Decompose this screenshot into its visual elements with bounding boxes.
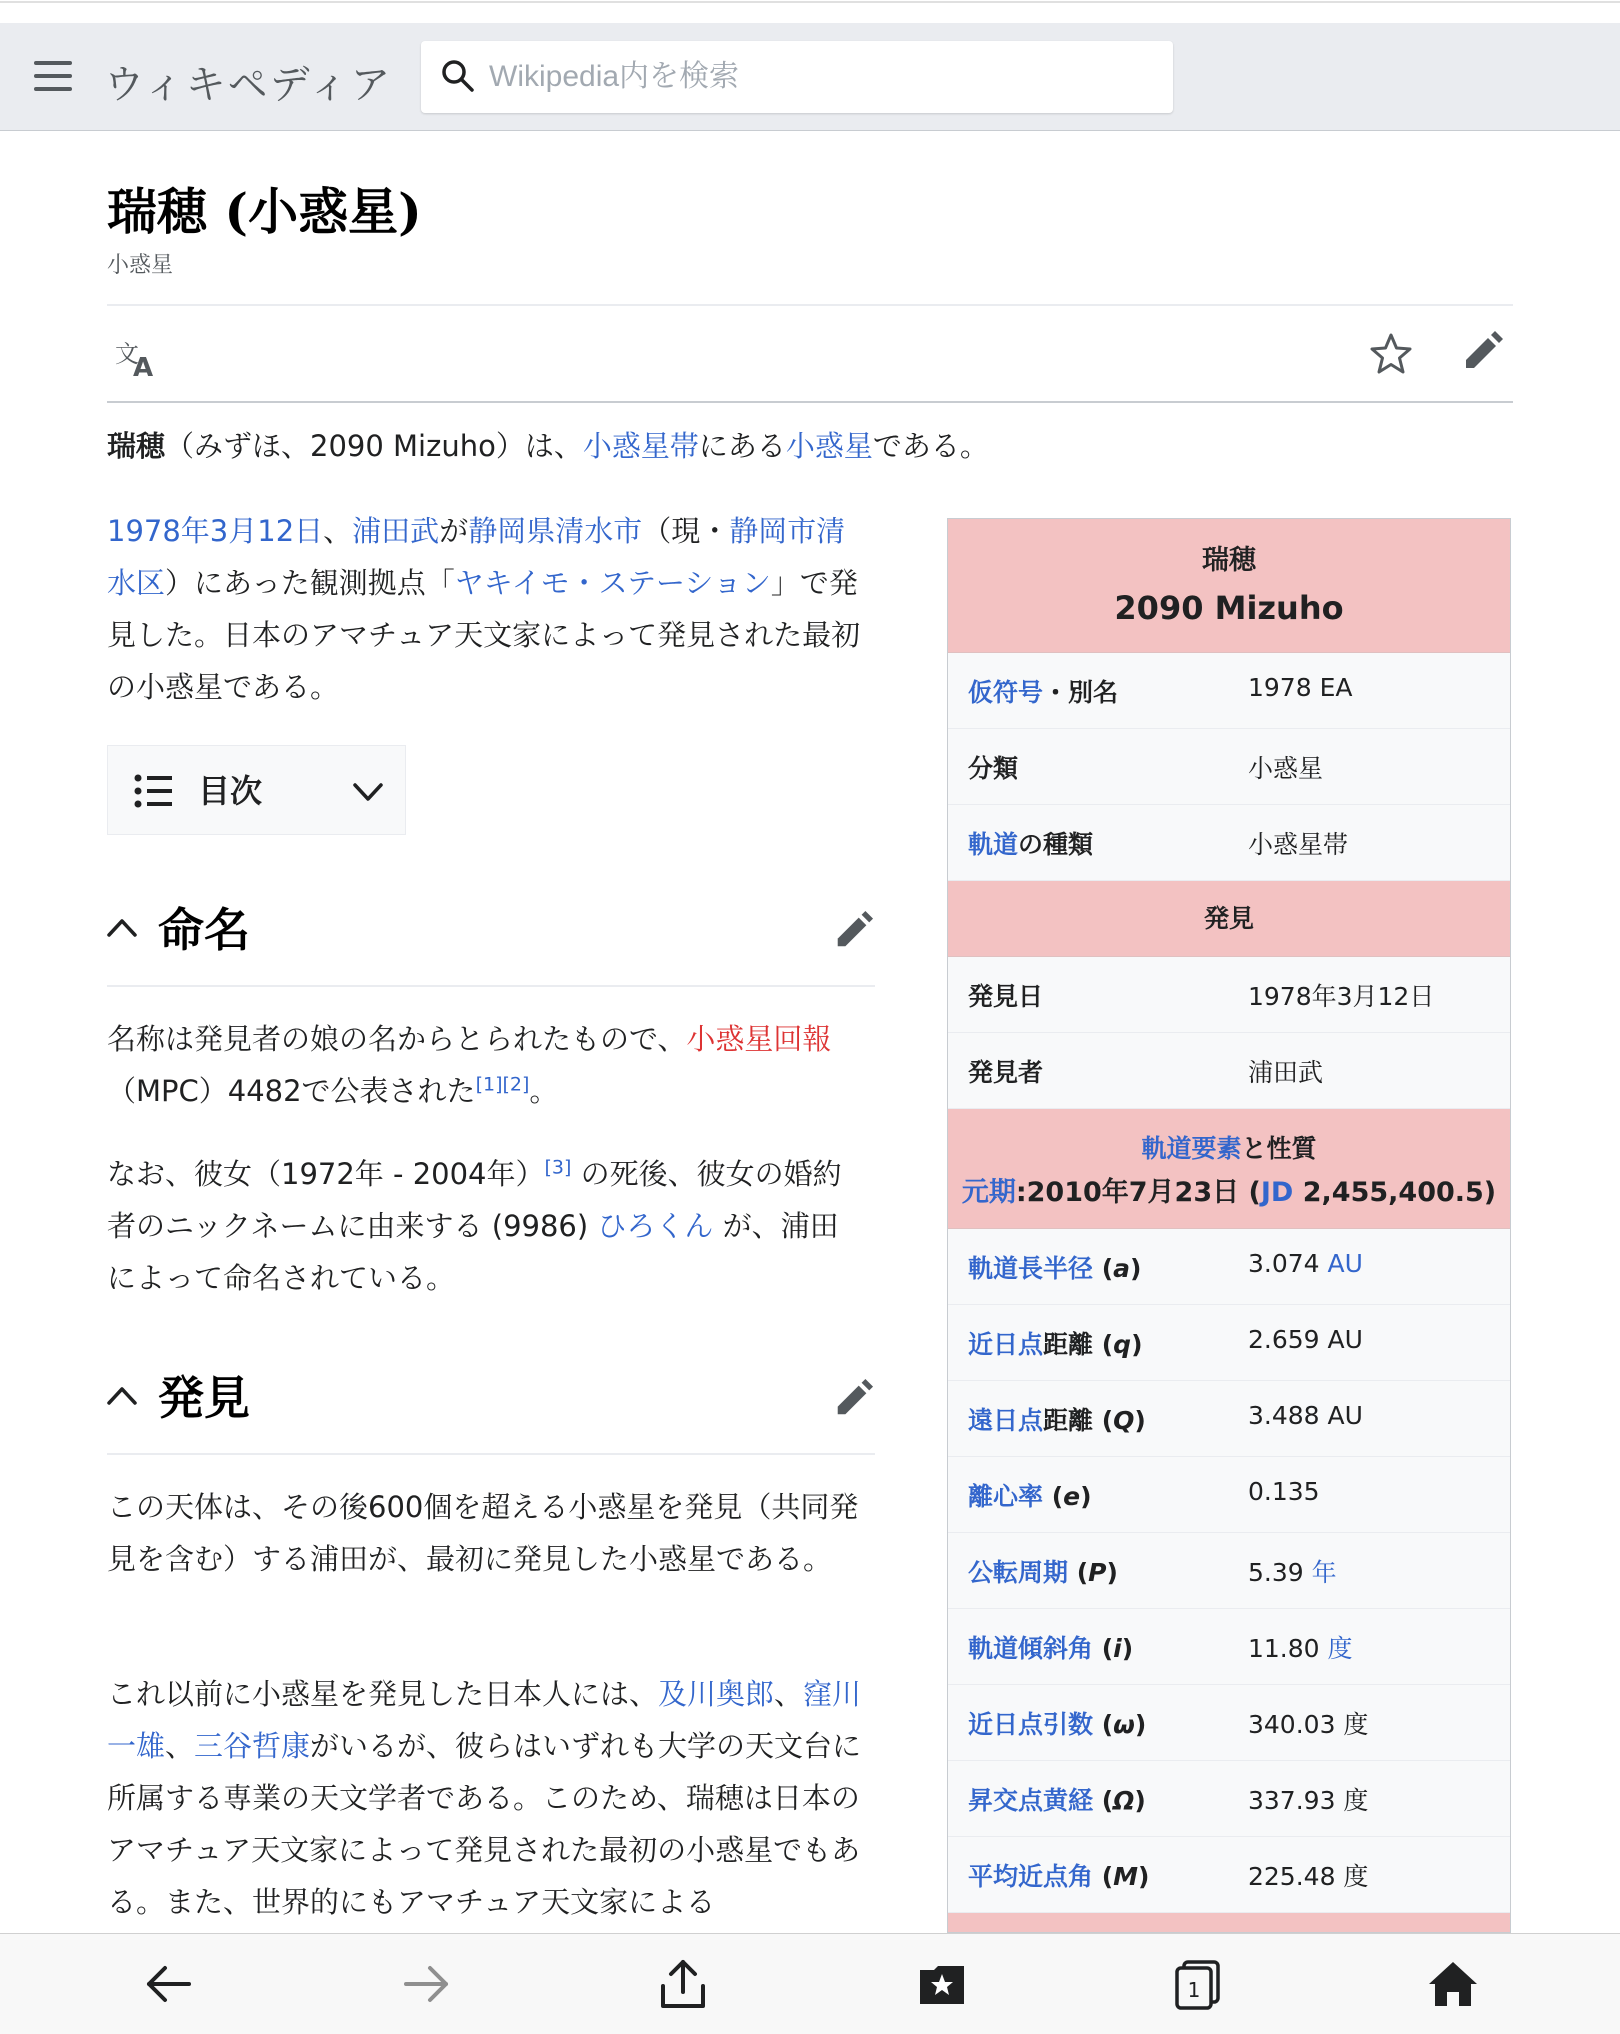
link-discoverer[interactable]: 浦田武 bbox=[1248, 1058, 1324, 1087]
link-orbital-element[interactable]: 軌道長半径 bbox=[968, 1254, 1094, 1283]
discovery-paragraph-2 bbox=[107, 1668, 867, 1928]
link-orbital-element[interactable]: 遠日点 bbox=[968, 1406, 1044, 1435]
text: の死後、彼女の婚約者のニックネームに由来する (9986) bbox=[107, 1157, 842, 1243]
link-yakiimo-station[interactable]: ヤキイモ・ステーション bbox=[454, 566, 771, 600]
infobox-row-orbital-element bbox=[948, 1609, 1510, 1685]
link-orbital-element[interactable]: 近日点 bbox=[968, 1330, 1044, 1359]
infobox-row-orbital-element bbox=[948, 1305, 1510, 1381]
infobox-row-orbital-element bbox=[948, 1229, 1510, 1305]
infobox-row-discoverer bbox=[948, 1033, 1510, 1109]
value-text: 337.93 度 bbox=[1248, 1786, 1369, 1815]
value-text: 2.659 AU bbox=[1248, 1325, 1363, 1354]
link-orbital-element[interactable]: 軌道傾斜角 bbox=[968, 1634, 1094, 1663]
value-text: 3.074 bbox=[1248, 1249, 1328, 1278]
infobox-value bbox=[1248, 1477, 1320, 1506]
link-discovery-date[interactable]: 1978年3月12日 bbox=[1248, 982, 1435, 1011]
link-shimizu-city[interactable]: 静岡県清水市 bbox=[468, 514, 643, 548]
discovery-intro-paragraph bbox=[107, 505, 867, 713]
link-shimizu-ku[interactable]: 静岡市清水区 bbox=[107, 514, 846, 600]
link-orbital-element[interactable]: 近日点引数 bbox=[968, 1710, 1094, 1739]
forward-icon[interactable] bbox=[398, 1956, 454, 2012]
header-text: と性質 bbox=[1241, 1134, 1317, 1163]
link-orbital-element[interactable]: 昇交点黄経 bbox=[968, 1786, 1094, 1815]
text: 。 bbox=[529, 1074, 559, 1108]
symbol: a bbox=[1113, 1254, 1131, 1283]
infobox-next-header-cutoff bbox=[948, 1913, 1510, 1933]
label-text: ) bbox=[1080, 1482, 1092, 1511]
infobox-discovery-header: 発見 bbox=[948, 881, 1510, 957]
browser-toolbar bbox=[0, 1933, 1620, 2034]
label-text: ) bbox=[1134, 1786, 1146, 1815]
symbol: e bbox=[1063, 1482, 1081, 1511]
label-text: ( bbox=[1093, 1634, 1114, 1663]
infobox-row-orbital-element bbox=[948, 1837, 1510, 1913]
bookmarks-icon[interactable] bbox=[914, 1956, 970, 2012]
infobox-value bbox=[1248, 1401, 1363, 1430]
link-unit[interactable]: 年 bbox=[1311, 1558, 1337, 1587]
header-text: 2,455,400.5) bbox=[1293, 1177, 1497, 1208]
infobox-name-en: 2090 Mizuho bbox=[1114, 589, 1344, 627]
link-orbit-type-belt[interactable]: 小惑星帯 bbox=[1248, 830, 1349, 859]
symbol: q bbox=[1113, 1330, 1132, 1359]
reference-1[interactable]: [1] bbox=[475, 1073, 503, 1096]
link-unit[interactable]: AU bbox=[1327, 1249, 1363, 1278]
link-epoch[interactable]: 元期 bbox=[961, 1177, 1016, 1208]
text: （現・ bbox=[642, 514, 730, 548]
value-text: 11.80 bbox=[1248, 1634, 1328, 1663]
top-edge bbox=[0, 0, 1620, 3]
text: これ以前に小惑星を発見した日本人には、 bbox=[107, 1677, 659, 1711]
table-of-contents-toggle[interactable] bbox=[107, 745, 406, 835]
text: が bbox=[439, 514, 469, 548]
tools-divider bbox=[107, 401, 1513, 403]
value-text: 340.03 度 bbox=[1248, 1710, 1369, 1739]
label-text: ( bbox=[1093, 1254, 1114, 1283]
label-text: ) bbox=[1134, 1710, 1147, 1739]
value-text: 225.48 度 bbox=[1248, 1862, 1369, 1891]
label-text: ) bbox=[1130, 1254, 1142, 1283]
infobox-label: 発見日 bbox=[968, 982, 1044, 1011]
infobox-name-ja: 瑞穂 bbox=[1202, 545, 1256, 576]
infobox-label bbox=[968, 1705, 1146, 1741]
infobox-orbit-rows bbox=[948, 1229, 1510, 1913]
chevron-up-icon[interactable] bbox=[106, 912, 138, 944]
link-unit[interactable]: 度 bbox=[1327, 1634, 1353, 1663]
infobox-label bbox=[968, 825, 1093, 861]
site-logo[interactable]: ウィキペディア bbox=[104, 62, 393, 108]
symbol: Ω bbox=[1113, 1786, 1135, 1815]
text: 」で発見した。日本のアマチュア天文家によって発見された最初の小惑星である。 bbox=[107, 566, 861, 704]
section-edit-pencil-icon[interactable] bbox=[832, 1378, 874, 1420]
infobox-row-discovery-date bbox=[948, 957, 1510, 1033]
label-text: ) bbox=[1131, 1330, 1143, 1359]
link-kubokawa[interactable]: 窪川一雄 bbox=[107, 1677, 862, 1763]
section-title-naming: 命名 bbox=[158, 903, 250, 957]
value-text: 0.135 bbox=[1248, 1477, 1320, 1506]
link-orbital-element[interactable]: 平均近点角 bbox=[968, 1862, 1094, 1891]
link-orbital-element[interactable]: 公転周期 bbox=[968, 1558, 1069, 1587]
tabs-icon[interactable] bbox=[1170, 1956, 1226, 2012]
infobox-label bbox=[968, 1629, 1133, 1665]
infobox-value: 1978 EA bbox=[1248, 673, 1353, 702]
label-text: ( bbox=[1068, 1558, 1089, 1587]
infobox-label bbox=[968, 1857, 1149, 1893]
page-title: 瑞穂 (小惑星) bbox=[107, 182, 422, 241]
value-text: 5.39 bbox=[1248, 1558, 1312, 1587]
edit-pencil-icon[interactable] bbox=[1460, 330, 1504, 374]
discovery-paragraph-1: この天体は、その後600個を超える小惑星を発見（共同発見を含む）する浦田が、最初に発見した小惑星である。 bbox=[107, 1490, 859, 1576]
infobox-label bbox=[968, 1325, 1143, 1361]
infobox-row-orbital-element bbox=[948, 1533, 1510, 1609]
infobox-label bbox=[968, 1249, 1141, 1285]
infobox-value bbox=[1248, 1857, 1368, 1893]
symbol: P bbox=[1088, 1558, 1107, 1587]
infobox-row-orbit-type bbox=[948, 805, 1510, 881]
search-icon bbox=[441, 59, 475, 93]
infobox-row-orbital-element bbox=[948, 1381, 1510, 1457]
svg-text:文: 文 bbox=[115, 340, 139, 368]
lead-text: である。 bbox=[872, 429, 989, 463]
symbol: ω bbox=[1113, 1710, 1135, 1739]
infobox-orbit-header bbox=[948, 1109, 1510, 1229]
section-divider bbox=[107, 985, 875, 987]
naming-paragraph-1 bbox=[107, 1013, 867, 1117]
text: 、 bbox=[323, 514, 353, 548]
value-text: 3.488 AU bbox=[1248, 1401, 1363, 1430]
infobox-row-orbital-element bbox=[948, 1761, 1510, 1837]
infobox-row-orbital-element bbox=[948, 1457, 1510, 1533]
infobox-value bbox=[1248, 1705, 1368, 1741]
infobox-row-designation bbox=[948, 653, 1510, 729]
link-urata[interactable]: 浦田武 bbox=[352, 514, 440, 548]
link-mitani[interactable]: 三谷哲康 bbox=[194, 1729, 311, 1763]
list-icon bbox=[134, 774, 172, 808]
infobox-label bbox=[968, 1401, 1146, 1437]
lead-text: （みずほ、2090 Mizuho）は、 bbox=[165, 429, 583, 463]
link-orbital-elements[interactable]: 軌道要素 bbox=[1141, 1134, 1242, 1163]
link-hirokun[interactable]: ひろくん bbox=[597, 1209, 714, 1243]
watch-star-icon[interactable] bbox=[1367, 330, 1415, 378]
label-text: ・別名 bbox=[1043, 678, 1119, 707]
search-input[interactable] bbox=[489, 41, 1149, 113]
infobox-label bbox=[968, 1781, 1146, 1817]
header-text: :2010年7月23日 ( bbox=[1015, 1177, 1261, 1208]
label-text: 距離 ( bbox=[1043, 1406, 1114, 1435]
infobox-title bbox=[948, 519, 1510, 653]
section-divider bbox=[107, 1453, 875, 1455]
title-divider bbox=[107, 304, 1513, 306]
toc-label: 目次 bbox=[198, 772, 263, 810]
label-text: ( bbox=[1093, 1710, 1114, 1739]
link-orbital-element[interactable]: 離心率 bbox=[968, 1482, 1044, 1511]
back-icon[interactable] bbox=[141, 1956, 197, 2012]
section-title-discovery: 発見 bbox=[158, 1371, 250, 1425]
redlink-mpc[interactable]: 小惑星回報 bbox=[686, 1022, 832, 1056]
tabs-count: 1 bbox=[1187, 1978, 1201, 2002]
label-text: ( bbox=[1093, 1786, 1114, 1815]
infobox-label bbox=[968, 673, 1118, 709]
symbol: Q bbox=[1113, 1406, 1135, 1435]
link-classification-asteroid[interactable]: 小惑星 bbox=[1248, 754, 1324, 783]
label-text: ( bbox=[1043, 1482, 1064, 1511]
chevron-up-icon[interactable] bbox=[106, 1380, 138, 1412]
lead-paragraph bbox=[107, 420, 1507, 472]
search-box[interactable] bbox=[421, 41, 1173, 113]
link-provisional-designation[interactable]: 仮符号 bbox=[968, 678, 1044, 707]
infobox-row-orbital-element bbox=[948, 1685, 1510, 1761]
infobox-value bbox=[1248, 1629, 1353, 1665]
chevron-down-icon bbox=[352, 776, 384, 808]
label-text: の種類 bbox=[1018, 830, 1094, 859]
text: 、 bbox=[165, 1729, 195, 1763]
text: ）にあった観測拠点「 bbox=[165, 566, 455, 600]
label-text: ) bbox=[1121, 1634, 1134, 1663]
infobox-value bbox=[1248, 1553, 1337, 1589]
share-icon[interactable] bbox=[655, 1956, 711, 2012]
label-text: ) bbox=[1134, 1406, 1146, 1435]
text: （MPC）4482で公表された bbox=[107, 1074, 476, 1108]
text: が、浦田によって命名されている。 bbox=[107, 1209, 839, 1295]
symbol: M bbox=[1113, 1862, 1139, 1891]
infobox-label bbox=[968, 1477, 1092, 1513]
reference-3[interactable]: [3] bbox=[544, 1156, 572, 1179]
naming-paragraph-2 bbox=[107, 1148, 867, 1304]
infobox bbox=[947, 518, 1511, 1933]
infobox-value bbox=[1248, 1249, 1363, 1278]
infobox-value bbox=[1248, 1325, 1363, 1354]
symbol: i bbox=[1113, 1634, 1122, 1663]
text: がいるが、彼らはいずれも大学の天文台に所属する専業の天文学者である。このため、瑞穂は日本のアマチュア天文家によって発見された最初の小惑星でもある。また、世界的にもアマチュア天文家による bbox=[107, 1729, 862, 1919]
link-oikawa[interactable]: 及川奥郎 bbox=[658, 1677, 775, 1711]
link-jd[interactable]: JD bbox=[1260, 1177, 1294, 1208]
site-header bbox=[0, 23, 1620, 131]
lead-text: にある bbox=[698, 429, 786, 463]
reference-2[interactable]: [2] bbox=[502, 1073, 530, 1096]
label-text: ) bbox=[1138, 1862, 1150, 1891]
label-text: ) bbox=[1106, 1558, 1118, 1587]
link-asteroid[interactable]: 小惑星 bbox=[785, 429, 873, 463]
page-subtitle: 小惑星 bbox=[107, 253, 174, 278]
label-text: 距離 ( bbox=[1043, 1330, 1114, 1359]
hamburger-menu-icon[interactable] bbox=[34, 61, 72, 93]
infobox-label: 分類 bbox=[968, 754, 1019, 783]
text: 、 bbox=[774, 1677, 804, 1711]
link-date[interactable]: 1978年3月12日 bbox=[107, 514, 324, 548]
language-icon[interactable] bbox=[113, 336, 161, 380]
infobox-row-classification bbox=[948, 729, 1510, 805]
infobox-label bbox=[968, 1553, 1118, 1589]
text: 名称は発見者の娘の名からとられたもので、 bbox=[107, 1022, 687, 1056]
link-orbit[interactable]: 軌道 bbox=[968, 830, 1019, 859]
svg-text:A: A bbox=[133, 353, 154, 380]
infobox-label: 発見者 bbox=[968, 1058, 1044, 1087]
link-asteroid-belt[interactable]: 小惑星帯 bbox=[582, 429, 699, 463]
text: なお、彼女（1972年 - 2004年） bbox=[107, 1157, 545, 1191]
label-text: ( bbox=[1093, 1862, 1114, 1891]
infobox-value bbox=[1248, 1781, 1368, 1817]
home-icon[interactable] bbox=[1425, 1956, 1481, 2012]
lead-bold-term: 瑞穂 bbox=[107, 429, 166, 463]
section-edit-pencil-icon[interactable] bbox=[832, 910, 874, 952]
